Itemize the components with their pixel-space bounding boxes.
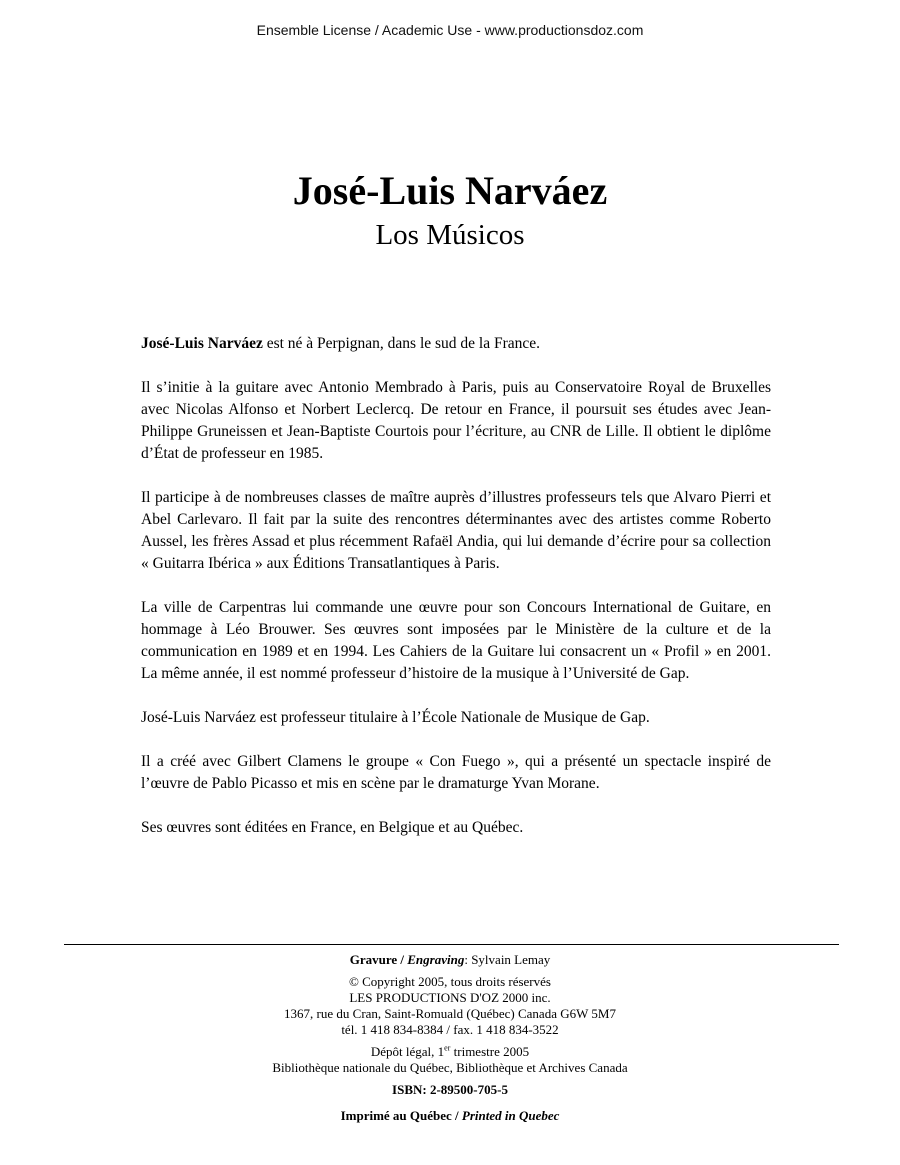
bio-paragraph-1 [141,333,771,355]
bio-paragraph-5: José-Luis Narváez est professeur titulaire à l’École Nationale de Musique de Gap. [141,709,650,726]
publisher-footer [0,952,900,1124]
printed-en: Printed in Quebec [461,1108,560,1123]
publisher-phone: tél. 1 418 834-8384 / fax. 1 418 834-3522 [341,1022,559,1037]
legal-deposit [0,1044,900,1060]
depot-superscript: er [444,1043,451,1053]
title-block [0,168,900,254]
engraving-separator: / [397,952,408,967]
publisher-address: 1367, rue du Cran, Saint-Romuald (Québec) Canada G6W 5M7 [284,1006,616,1021]
engraving-colon: : [464,952,472,967]
copyright-line: © Copyright 2005, tous droits réservés [349,974,551,989]
bio-birth-text: est né à Perpignan, dans le sud de la France. [262,335,541,352]
engraver-name: Sylvain Lemay [471,952,551,967]
bio-paragraph-3: Il participe à de nombreuses classes de maître auprès d’illustres professeurs tels que Alvaro Pierri et Abel Carlevaro. Il fait par la suite des rencontres déterminantes avec des artistes comme Roberto Aussel, les frères Assad et plus récemment Rafaël Andia, qui lui demande d’écrire pour sa collection « Guitarra Ibérica » aux Éditions Transatlantiques à Paris. [141,489,771,572]
isbn-text: ISBN: 2-89500-705-5 [392,1082,508,1097]
libraries-line: Bibliothèque nationale du Québec, Bibliothèque et Archives Canada [272,1060,628,1075]
biography [141,333,771,839]
engraving-credit [0,952,900,968]
bio-paragraph-2: Il s’initie à la guitare avec Antonio Membrado à Paris, puis au Conservatoire Royal de Bruxelles avec Nicolas Alfonso et Norbert Leclercq. De retour en France, il poursuit ses études avec Jean-Philippe Gruneissen et Jean-Baptiste Courtois pour l’écriture, au CNR de Lille. Il obtient le diplôme d’État de professeur en 1985. [141,379,771,462]
composer-name: José-Luis Narváez [292,168,608,213]
bio-paragraph-4: La ville de Carpentras lui commande une œuvre pour son Concours International de Guitare, en hommage à Léo Brouwer. Ses œuvres sont imposées par le Ministère de la culture et de la communication en 1989 et en 1994. Les Cahiers de la Guitare lui consacrent un « Profil » en 2001. La même année, il est nommé professeur d’histoire de la musique à l’Université de Gap. [141,599,771,682]
license-banner: Ensemble License / Academic Use - www.productionsdoz.com [256,22,644,38]
depot-prefix: Dépôt légal, 1 [370,1044,445,1059]
isbn [0,1082,900,1098]
piece-title: Los Músicos [375,219,525,251]
footer-divider [64,944,839,945]
printed-separator: / [451,1108,462,1123]
engraving-label-en: Engraving [407,952,465,967]
engraving-label-fr: Gravure [349,952,398,967]
publisher-name: LES PRODUCTIONS D'OZ 2000 inc. [349,990,551,1005]
printed-in [0,1108,900,1124]
printed-fr: Imprimé au Québec [340,1108,452,1123]
bio-paragraph-6: Il a créé avec Gilbert Clamens le groupe « Con Fuego », qui a présenté un spectacle inspiré de l’œuvre de Pablo Picasso et mis en scène par le dramaturge Yvan Morane. [141,753,771,792]
depot-suffix: trimestre 2005 [450,1044,530,1059]
bio-composer-name: José-Luis Narváez [141,335,263,352]
bio-paragraph-7: Ses œuvres sont éditées en France, en Belgique et au Québec. [141,819,524,836]
